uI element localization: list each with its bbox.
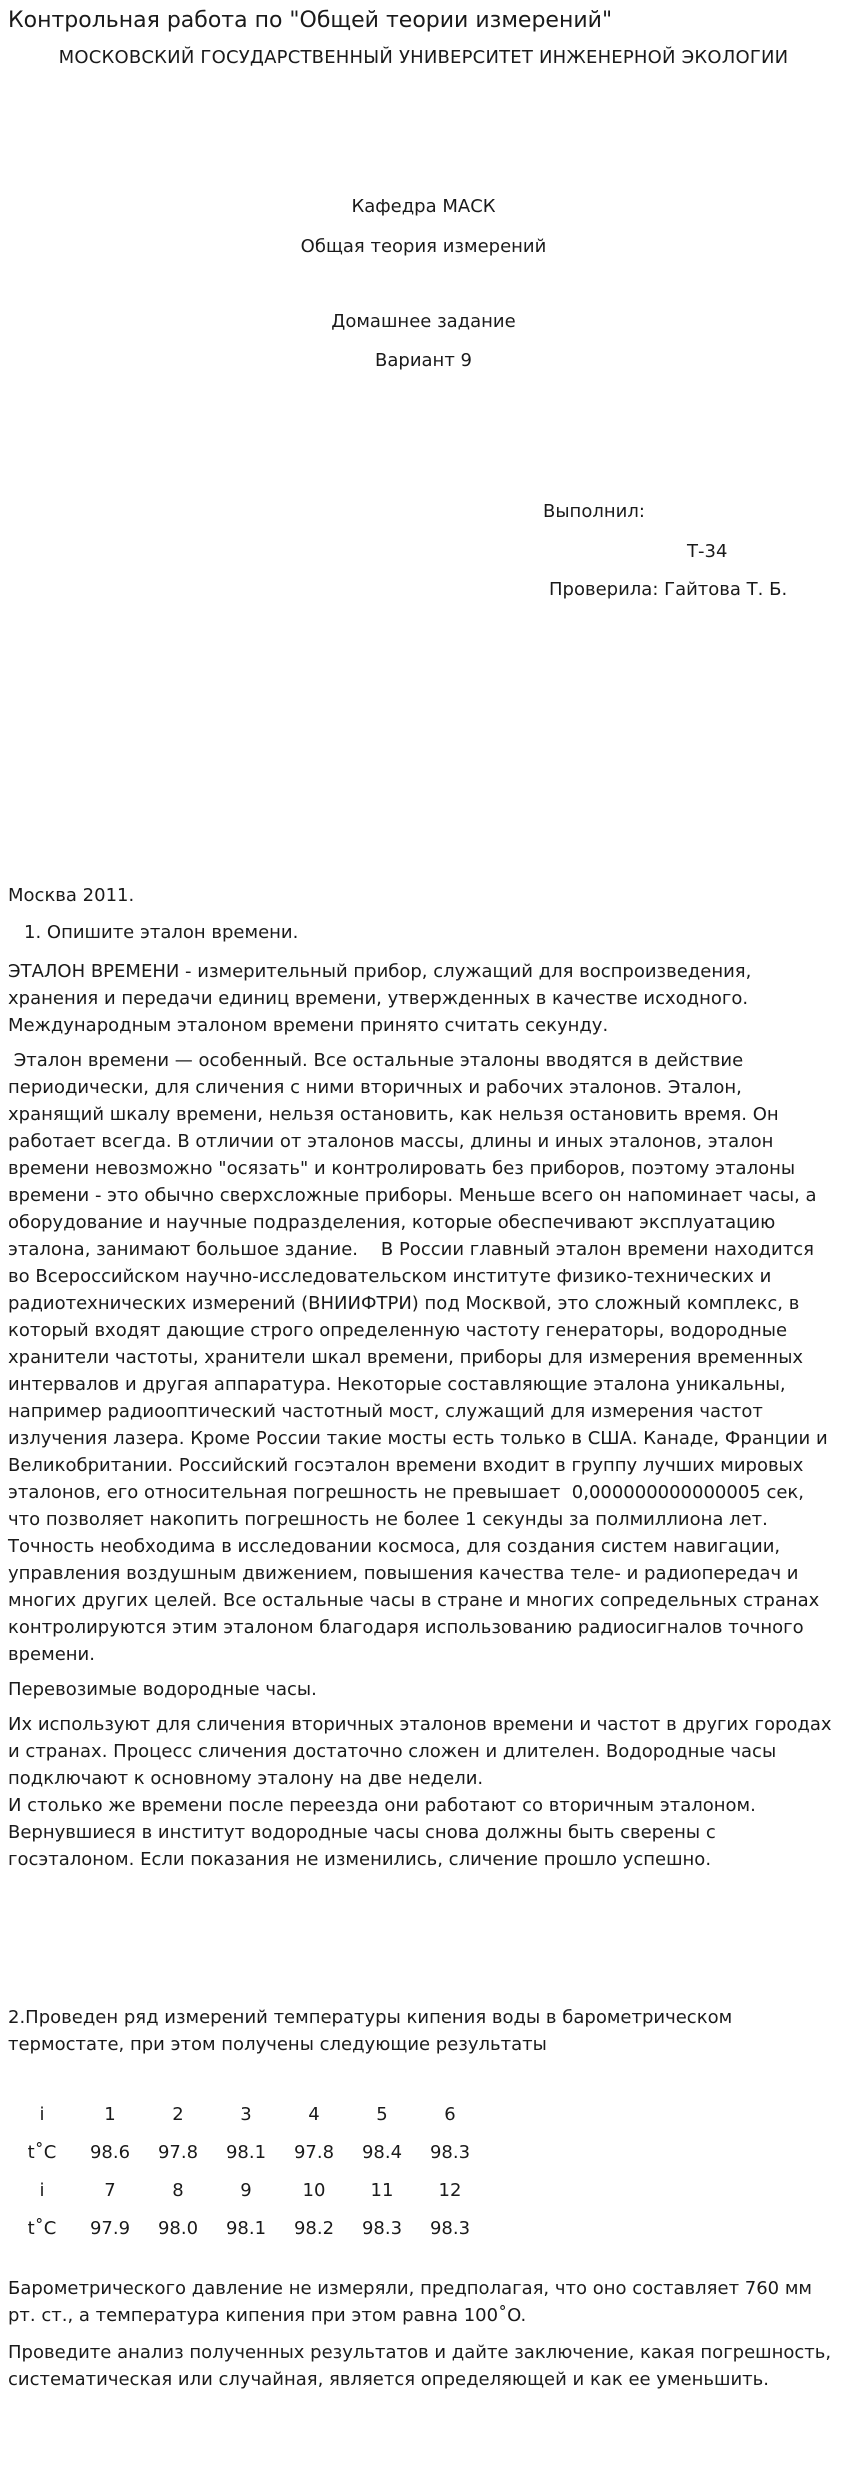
table-cell: 6: [444, 2103, 456, 2125]
table-cell: 11: [370, 2179, 394, 2201]
table-cell: i: [39, 2179, 45, 2201]
table-cell: 2: [172, 2103, 184, 2125]
subject-name: Общая теория измерений: [300, 236, 547, 257]
department-name: Кафедра МАСК: [351, 196, 496, 217]
table-cell: 98.4: [361, 2141, 403, 2163]
table-cell: 1: [104, 2103, 116, 2125]
table-row: [8, 2209, 484, 2247]
table-cell: 97.8: [157, 2141, 199, 2163]
paragraph-comparison: Их используют для сличения вторичных эталонов времени и частот в других городах и странах. Процесс сличения достаточно сложен и длителен. Водородные часы подключают к основному эталону на две недели. И столько же времени после переезда они работают со вторичным эталоном. Вернувшиеся в институт водородные часы снова должны быть сверены с госэталоном. Если показания не изменились, сличение прошло успешно.: [8, 1714, 832, 1870]
question-1: 1. Опишите эталон времени.: [24, 922, 299, 943]
table-cell: 10: [302, 2179, 326, 2201]
paragraph-pressure: Барометрического давление не измеряли, предполагая, что оно составляет 760 мм рт. ст., а температура кипения при этом равна 100˚O.: [8, 2278, 813, 2326]
results-table: [8, 2095, 484, 2247]
table-cell: 4: [308, 2103, 320, 2125]
table-cell: i: [39, 2103, 45, 2125]
group-label: Т-34: [687, 541, 728, 562]
table-cell: 98.2: [293, 2217, 335, 2239]
table-cell: t˚C: [27, 2141, 57, 2163]
table-cell: 5: [376, 2103, 388, 2125]
table-cell: 98.3: [429, 2217, 471, 2239]
table-cell: 12: [438, 2179, 462, 2201]
paragraph-time-standard: Эталон времени — особенный. Все остальные эталоны вводятся в действие периодически, для сличения с ними вторичных и рабочих эталонов. Эталон, хранящий шкалу времени, нельзя остановить, как нельзя остановить время. Он работает всегда. В отличии от эталонов массы, длины и иных эталонов, эталон времени невозможно "осязать" и контролировать без приборов, поэтому эталоны времени - это обычно сверхсложные приборы. Меньше всего он напоминает часы, а оборудование и научные подразделения, которые обеспечивают эксплуатацию эталона, занимают большое здание. В России главный эталон времени находится во Всероссийском научно-исследовательском институте физико-технических и радиотехнических измерений (ВНИИФТРИ) под Москвой, это сложный комплекс, в который входят дающие строго определенную частоту генераторы, водородные хранители частоты, хранители шкал времени, приборы для измерения временных интервалов и другая аппаратура. Некоторые составляющие эталона уникальны, например радиооптический частотный мост, служащий для измерения частот излучения лазера. Кроме России такие мосты есть только в США. Канаде, Франции и Великобритании. Российский госэталон времени входит в группу лучших мировых эталонов, его относительная погрешность не превышает 0,000000000000005 сек, что позволяет накопить погрешность не более 1 секунды за полмиллиона лет. Точность необходима в исследовании космоса, для создания систем навигации, управления воздушным движением, повышения качества теле- и радиопередач и многих других целей. Все остальные часы в стране и многих сопредельных странах контролируются этим эталоном благодаря использованию радиосигналов точного времени.: [8, 1050, 834, 1665]
paragraph-definition: ЭТАЛОН ВРЕМЕНИ - измерительный прибор, служащий для воспроизведения, хранения и передачи единиц времени, утвержденных в качестве исходного. Международным эталоном времени принято считать секунду.: [8, 961, 752, 1036]
table-cell: 98.1: [225, 2141, 267, 2163]
checked-by-label: Проверила: Гайтова Т. Б.: [549, 579, 788, 600]
table-row: [8, 2095, 484, 2133]
table-row: [8, 2133, 484, 2171]
table-cell: 9: [240, 2179, 252, 2201]
table-cell: 97.8: [293, 2141, 335, 2163]
table-cell: 8: [172, 2179, 184, 2201]
city-year: Москва 2011.: [8, 885, 135, 906]
table-cell: 3: [240, 2103, 252, 2125]
performed-by-label: Выполнил:: [543, 501, 645, 522]
paragraph-transportable-clocks: Перевозимые водородные часы.: [8, 1679, 317, 1700]
variant-label: Вариант 9: [375, 350, 472, 371]
table-cell: t˚C: [27, 2217, 57, 2239]
table-cell: 98.3: [361, 2217, 403, 2239]
question-2: 2.Проведен ряд измерений температуры кипения воды в барометрическом термостате, при этом получены следующие результаты: [8, 2007, 733, 2055]
table-row: [8, 2171, 484, 2209]
section-2-conditions: [8, 2275, 840, 2401]
table-cell: 97.9: [89, 2217, 131, 2239]
table-cell: 7: [104, 2179, 116, 2201]
document-title: Контрольная работа по "Общей теории измерений": [8, 8, 613, 33]
table-cell: 98.1: [225, 2217, 267, 2239]
results-table-wrap: [8, 2095, 484, 2247]
table-cell: 98.0: [157, 2217, 199, 2239]
table-cell: 98.3: [429, 2141, 471, 2163]
section-1: [8, 919, 840, 1881]
work-type: Домашнее задание: [331, 311, 516, 332]
table-cell: 98.6: [89, 2141, 131, 2163]
paragraph-task: Проведите анализ полученных результатов и дайте заключение, какая погрешность, систематическая или случайная, является определяющей и как ее уменьшить.: [8, 2342, 832, 2390]
university-name: МОСКОВСКИЙ ГОСУДАРСТВЕННЫЙ УНИВЕРСИТЕТ ИНЖЕНЕРНОЙ ЭКОЛОГИИ: [58, 47, 789, 68]
